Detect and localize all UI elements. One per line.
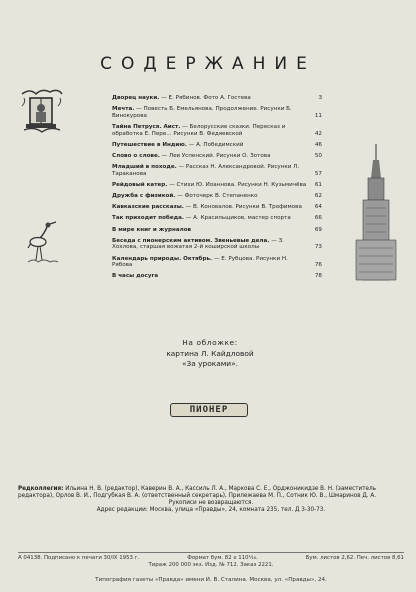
entry-description: — Лев Успенский. Рисунки О. Зотова [159, 152, 271, 159]
page-number: 78 [314, 273, 322, 280]
cover-heading: На обложке: [182, 338, 238, 347]
toc-entry [112, 153, 322, 160]
toc-entry [112, 95, 322, 102]
university-tower-illustration [354, 144, 398, 284]
entry-description: — Белорусские сказки. Пересказ и обработка Е. Пере... Рисунки В. Федяевской [112, 123, 286, 137]
entry-title: Кавказские рассказы. [112, 204, 184, 211]
entry-description: — Рассказ Н. Александровой. Рисунки Л. Тараканова [112, 164, 300, 177]
toc-entry [112, 124, 322, 137]
entry-title: Беседа с пионерским активом. Звеньевые дела. [112, 237, 270, 244]
imprint-sheets: Бум. листов 2,62. Печ. листов 8,61 [305, 555, 404, 561]
table-of-contents [112, 95, 322, 285]
page-number: 42 [314, 130, 322, 137]
print-imprint [18, 550, 404, 568]
entry-title: Слово о слове. [112, 152, 160, 159]
stork-illustration [26, 220, 60, 270]
window-illustration [20, 86, 64, 138]
entry-title: Дворец науки. [112, 95, 160, 101]
entry-description: — Фоточерк В. Степаненко [175, 193, 258, 200]
manuscripts-note: Рукописи не возвращаются. [168, 499, 254, 506]
cover-painting-title: «За уроками». [182, 359, 238, 368]
toc-entry [112, 238, 322, 251]
page-number: 69 [314, 226, 322, 233]
entry-description: — В. Коновалов. Рисунки В. Трофимова [183, 204, 302, 211]
toc-entry [112, 193, 322, 200]
cover-note [140, 338, 280, 370]
entry-title: Рейдовый катер. [112, 181, 168, 188]
toc-entry [112, 227, 322, 234]
editorial-address: Адрес редакции: Москва, улица «Правды», 24, комната 235, тел. Д 3-30-73. [96, 506, 326, 513]
toc-entry [112, 164, 322, 177]
editorial-board [18, 486, 404, 500]
toc-entry [112, 273, 322, 280]
imprint-circulation: Тираж 200 000 экз. Изд. № 712. Заказ 2221. [148, 561, 274, 568]
toc-entry [112, 106, 322, 119]
entry-title: В часы досуга [112, 273, 159, 280]
entry-title: Календарь природы. Октябрь. [112, 255, 213, 262]
entry-description: — З. Хохлова, старшая вожатая 2-й коширской школы [112, 237, 284, 251]
page-number: 73 [314, 244, 322, 251]
page-number: 57 [314, 170, 322, 177]
entry-description: — Стихи Ю. Иоаннова. Рисунки Н. Кузьмичёва [167, 181, 307, 188]
printer-line: Типография газеты «Правда» имени И. В. Сталина. Москва, ул. «Правды», 24. [95, 577, 327, 583]
cover-painting-author: картина Л. Кайдловой [166, 348, 254, 358]
editorial-board-label: Редколлегия: [18, 486, 64, 492]
entry-description: — Е. Рубцова. Рисунки Н. Рябова [112, 255, 288, 269]
editorial-board-members: Ильина Н. В. (редактор), Каверин В. А., Кассиль Л. А., Маркова С. Е., Орджоникидзе В. Н. (заместитель редактора), Орлов В. И., Подгубкая В. А. (ответственный секретарь), Прилежаева М. П., Сотник Ю. В., Шмаринов Д. А. [18, 486, 377, 499]
toc-entry [112, 204, 322, 211]
imprint-divider [18, 552, 404, 553]
toc-entry [112, 215, 322, 222]
entry-title: Так приходит победа. [112, 215, 185, 222]
entry-description: — А. Победимский [186, 141, 244, 148]
page-number: 46 [314, 141, 322, 148]
imprint-format: Формат бум. 82 х 110¹⁄₁₆. [187, 555, 258, 561]
page-number: 3 [318, 95, 322, 101]
entry-title: Мечта. [112, 106, 135, 113]
page-number: 76 [314, 262, 322, 269]
page-number: 64 [314, 204, 322, 211]
page-number: 62 [314, 193, 322, 200]
entry-title: В мире книг и журналов [112, 226, 192, 233]
entry-title: Тайна Петруся. Аист. [112, 123, 181, 130]
toc-entry [112, 256, 322, 269]
magazine-logo: ПИОНЕР [170, 403, 248, 417]
entry-description: — Е. Рябинов. Фото А. Гостева [159, 95, 251, 101]
entry-title: Путешествие в Индию. [112, 141, 187, 148]
imprint-row [18, 555, 404, 562]
entry-title: Дружба с физикой. [112, 193, 176, 200]
entry-description: — А. Красильщиков, мастер спорта [184, 215, 291, 222]
toc-entry [112, 182, 322, 189]
imprint-order: А 04138. Подписано к печати 30/IX 1953 г. [18, 555, 140, 561]
page-number: 11 [314, 112, 322, 119]
entry-description: — Повесть Б. Емельянова. Продолжение. Рисунки Б. Винокурова [112, 106, 292, 119]
editorial-credits [18, 486, 404, 514]
page-title: СОДЕРЖАНИЕ [100, 54, 316, 74]
toc-entry [112, 142, 322, 149]
page-number: 66 [314, 215, 322, 222]
entry-title: Младший в походе. [112, 164, 177, 171]
page-number: 50 [314, 152, 322, 159]
page-number: 61 [314, 181, 322, 188]
